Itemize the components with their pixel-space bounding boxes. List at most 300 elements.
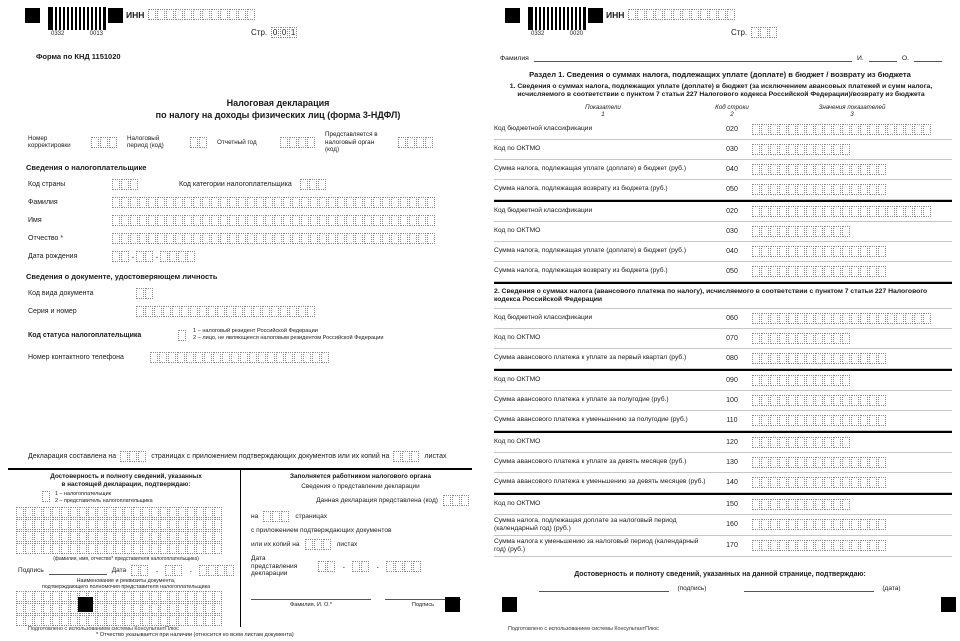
cell (112, 197, 120, 208)
cell (779, 437, 787, 448)
cell (833, 124, 841, 135)
row-value-cells[interactable] (752, 415, 887, 426)
cell (806, 144, 814, 155)
cell (247, 9, 255, 20)
cell (244, 306, 252, 317)
row-value-cells[interactable] (752, 437, 851, 448)
cell (851, 457, 859, 468)
cell (788, 313, 796, 324)
cell (16, 507, 24, 518)
cell (779, 333, 787, 344)
cell (878, 164, 886, 175)
cell (869, 124, 877, 135)
cell (346, 197, 354, 208)
cell (411, 451, 419, 462)
cell (310, 197, 318, 208)
cell (407, 137, 415, 148)
row-value-cells[interactable] (752, 164, 887, 175)
cell (878, 184, 886, 195)
cell (184, 233, 192, 244)
cell (842, 499, 850, 510)
cell (824, 246, 832, 257)
cell (815, 353, 823, 364)
cell (145, 288, 153, 299)
patronymic-footnote: * Отчество указывается при наличии (относится ко всем листам документа) (96, 631, 294, 638)
cell (160, 531, 168, 542)
surname-line[interactable] (534, 52, 852, 62)
cell (905, 313, 913, 324)
cell (709, 9, 717, 20)
cell (274, 215, 282, 226)
cell (121, 233, 129, 244)
taxpayer-status-notes (193, 328, 383, 343)
cell (25, 615, 33, 626)
row-value-cells[interactable] (752, 499, 851, 510)
cell (878, 266, 886, 277)
inn-cells[interactable] (148, 9, 256, 20)
date-separator: . (189, 566, 192, 574)
cell (142, 543, 150, 554)
table-row (494, 140, 952, 160)
page-signature-caption: (подпись) (677, 584, 707, 592)
authority-document-grid[interactable] (16, 591, 236, 627)
inspector-sheets-cells[interactable] (305, 539, 332, 550)
cell (824, 415, 832, 426)
cell (878, 124, 886, 135)
cell (25, 543, 33, 554)
page-number-label: Стр. (251, 28, 268, 37)
cell (292, 215, 300, 226)
cell (235, 306, 243, 317)
confirm-title-line1: Достоверность и полноту сведений, указанных (50, 472, 202, 480)
cell (760, 27, 768, 38)
cell (770, 499, 778, 510)
cell (160, 543, 168, 554)
cell (166, 215, 174, 226)
cell (88, 507, 96, 518)
cell (319, 233, 327, 244)
cell (34, 603, 42, 614)
cell (761, 519, 769, 530)
cell (806, 353, 814, 364)
cell (106, 543, 114, 554)
cell (214, 543, 222, 554)
cell (276, 352, 284, 363)
cell (770, 206, 778, 217)
cell (196, 531, 204, 542)
birthdate-day-cells[interactable] (112, 251, 130, 262)
cell (166, 197, 174, 208)
inspector-fio-block (251, 590, 371, 608)
cell (824, 499, 832, 510)
cell (139, 197, 147, 208)
cell (761, 124, 769, 135)
tax-period-cells[interactable] (190, 137, 208, 148)
signature-line[interactable] (49, 565, 107, 575)
row-value-cells[interactable] (752, 519, 887, 530)
cell (851, 124, 859, 135)
cell (178, 615, 186, 626)
firstname-cells[interactable] (112, 215, 436, 226)
table-row (494, 242, 952, 262)
cell (770, 184, 778, 195)
taxpayer-category-cells[interactable] (300, 179, 327, 190)
cell (673, 9, 681, 20)
cell (247, 233, 255, 244)
cell (211, 233, 219, 244)
table-row (494, 473, 952, 493)
initial-i-line[interactable] (869, 52, 897, 62)
row-value-cells[interactable] (752, 375, 851, 386)
inn-cells[interactable] (628, 9, 736, 20)
cell (364, 197, 372, 208)
cell (124, 603, 132, 614)
cell (229, 233, 237, 244)
cell (788, 519, 796, 530)
row-code: 020 (726, 125, 738, 133)
surname-label: Фамилия (500, 55, 529, 62)
cell (307, 306, 315, 317)
cell (770, 395, 778, 406)
cell (752, 124, 760, 135)
cell (43, 615, 51, 626)
row-value-cells[interactable] (752, 124, 932, 135)
cell (151, 603, 159, 614)
submission-date-month-cells[interactable] (352, 561, 370, 572)
cell (770, 375, 778, 386)
cell (97, 615, 105, 626)
cell (718, 9, 726, 20)
cell (106, 591, 114, 602)
cell (779, 499, 787, 510)
cell (220, 215, 228, 226)
cell (124, 591, 132, 602)
cell (88, 519, 96, 530)
cell (797, 415, 805, 426)
cell (628, 9, 636, 20)
row-value-cells[interactable] (752, 313, 932, 324)
cell (202, 215, 210, 226)
cell (409, 215, 417, 226)
correction-number-cells[interactable] (91, 137, 118, 148)
cell (779, 353, 787, 364)
attachments-label: с приложением подтверждающих документов (251, 526, 392, 534)
cell (752, 519, 760, 530)
cell (133, 507, 141, 518)
registration-mark (445, 597, 460, 612)
cell (878, 206, 886, 217)
cell (214, 603, 222, 614)
cell (797, 124, 805, 135)
cell (43, 591, 51, 602)
cell (337, 197, 345, 208)
cell (318, 561, 326, 572)
cell (247, 215, 255, 226)
submitted-code-cells[interactable] (443, 495, 470, 506)
subsection1-text: 1. Сведения о суммах налога, подлежащих уплате (доплате) в бюджет (за исключением авансовых платежей и сумм налога, исчисляемого в соответствии с пунктом 7 статьи 227 Налогового кодекса Российской Федерации)/возврату из бюджета (509, 83, 933, 99)
sign-date-day-cells[interactable] (131, 565, 149, 576)
row-value-cells[interactable] (752, 540, 887, 551)
cell (815, 437, 823, 448)
cell (896, 124, 904, 135)
representative-fio-grid[interactable] (16, 507, 236, 555)
cell (860, 353, 868, 364)
registration-mark (108, 8, 123, 23)
cell (283, 197, 291, 208)
copies-label: или их копий на (251, 540, 300, 548)
cell (761, 375, 769, 386)
on-label: на (251, 512, 259, 520)
cell (797, 184, 805, 195)
cell (169, 591, 177, 602)
cell (815, 144, 823, 155)
cell (205, 507, 213, 518)
report-year-cells[interactable] (280, 137, 316, 148)
cell (115, 615, 123, 626)
cell (887, 206, 895, 217)
cell (752, 313, 760, 324)
cell (298, 306, 306, 317)
declaration-pages-cells[interactable] (120, 451, 147, 462)
cell (833, 164, 841, 175)
cell (824, 206, 832, 217)
country-code-cells[interactable] (112, 179, 139, 190)
cell (88, 531, 96, 542)
cell (148, 215, 156, 226)
cell (398, 137, 406, 148)
form-title-line1: Налоговая декларация (226, 98, 330, 108)
table-row (494, 349, 952, 369)
cell (806, 375, 814, 386)
cell (281, 511, 289, 522)
cell (280, 306, 288, 317)
signer-legend-2: 2 – представитель налогоплательщика (55, 497, 153, 504)
cell (373, 197, 381, 208)
sign-date-year-cells[interactable] (199, 565, 235, 576)
form-barcode (48, 7, 106, 37)
cell (196, 543, 204, 554)
phone-cells[interactable] (150, 352, 330, 363)
cell (824, 457, 832, 468)
cell (752, 395, 760, 406)
cell (196, 591, 204, 602)
col-linecode-header: Код строки 2 (715, 103, 749, 119)
cell (797, 499, 805, 510)
cell (307, 137, 315, 148)
cell (133, 531, 141, 542)
birthdate-month-cells[interactable] (136, 251, 154, 262)
cell (833, 519, 841, 530)
cell (142, 615, 150, 626)
cell (292, 197, 300, 208)
cell (151, 507, 159, 518)
cell (761, 266, 769, 277)
cell (214, 591, 222, 602)
cell (788, 395, 796, 406)
cell (833, 457, 841, 468)
inspector-fio-line[interactable] (251, 590, 371, 600)
inspector-pages-cells[interactable] (263, 511, 290, 522)
cell (364, 215, 372, 226)
cell (923, 313, 931, 324)
document-code-cells[interactable] (136, 288, 154, 299)
attachment-sheets-cells[interactable] (393, 451, 420, 462)
inspector-subheading: Сведения о представлении декларации (301, 482, 420, 490)
cell (151, 591, 159, 602)
series-number-cells[interactable] (136, 306, 316, 317)
row-value-cells[interactable] (752, 353, 887, 364)
cell (833, 333, 841, 344)
cell (97, 531, 105, 542)
cell (824, 519, 832, 530)
cell (129, 451, 137, 462)
birthdate-label: Дата рождения (28, 253, 78, 261)
cell (824, 540, 832, 551)
row-label: Сумма налога к уменьшению за налоговый период (календарный год) (руб.) (494, 537, 699, 553)
submission-date-day-cells[interactable] (318, 561, 336, 572)
cell (779, 477, 787, 488)
cell (779, 540, 787, 551)
cell (328, 215, 336, 226)
cell (16, 603, 24, 614)
cell (142, 519, 150, 530)
cell (175, 197, 183, 208)
cell (25, 531, 33, 542)
cell (391, 197, 399, 208)
cell (842, 457, 850, 468)
cell (806, 477, 814, 488)
barcode-digits-left: 0332 (51, 31, 65, 37)
date-separator: . (376, 562, 379, 570)
cell (309, 179, 317, 190)
taxpayer-status-cells[interactable] (178, 330, 187, 341)
cell (869, 266, 877, 277)
sign-date-month-cells[interactable] (165, 565, 183, 576)
row-label: Сумма авансового платежа к уменьшению за полугодие (руб.) (494, 416, 688, 424)
cell (815, 540, 823, 551)
cell (211, 9, 219, 20)
cell (202, 233, 210, 244)
row-value-cells[interactable] (752, 266, 887, 277)
initial-o-line[interactable] (914, 52, 942, 62)
cell (878, 540, 886, 551)
row-value-cells[interactable] (752, 144, 851, 155)
cell (878, 353, 886, 364)
cell (283, 215, 291, 226)
cell (169, 615, 177, 626)
tax-authority-cells[interactable] (398, 137, 434, 148)
cell (265, 215, 273, 226)
cell (761, 184, 769, 195)
row-value-cells[interactable] (752, 457, 887, 468)
cell (214, 519, 222, 530)
cell (97, 543, 105, 554)
cell (97, 591, 105, 602)
cell (806, 124, 814, 135)
cell (274, 197, 282, 208)
date-separator: . (156, 566, 158, 574)
cell (833, 353, 841, 364)
row-value-cells[interactable] (752, 184, 887, 195)
cell (860, 395, 868, 406)
cell (878, 415, 886, 426)
row-code: 150 (726, 500, 738, 508)
cell (115, 603, 123, 614)
row-value-cells[interactable] (752, 477, 887, 488)
table-header-row (494, 104, 952, 119)
document-code-label: Код вида документа (28, 290, 94, 298)
birthdate-year-cells[interactable] (160, 251, 196, 262)
cell (214, 615, 222, 626)
cell (806, 164, 814, 175)
row-value-cells[interactable] (752, 206, 932, 217)
page-signature-line[interactable] (539, 582, 669, 592)
cell (806, 226, 814, 237)
cell (285, 352, 293, 363)
cell (833, 226, 841, 237)
cell (115, 591, 123, 602)
cell (133, 591, 141, 602)
cell (682, 9, 690, 20)
page-number-cells[interactable] (271, 27, 298, 38)
row-value-cells[interactable] (752, 246, 887, 257)
signer-type-cells[interactable] (42, 491, 51, 502)
taxpayer-section-heading: Сведения о налогоплательщике (26, 163, 147, 173)
page-date-line[interactable] (744, 582, 874, 592)
cell (61, 531, 69, 542)
cell (770, 164, 778, 175)
page2-header (488, 0, 952, 48)
cell (145, 251, 153, 262)
row-label: Сумма налога, подлежащая уплате (доплате) в бюджет (руб.) (494, 165, 687, 173)
cell (400, 197, 408, 208)
cell (120, 451, 128, 462)
cell (229, 197, 237, 208)
cell (238, 197, 246, 208)
cell (121, 179, 129, 190)
cell (788, 124, 796, 135)
cell (115, 543, 123, 554)
submission-date-year-cells[interactable] (386, 561, 422, 572)
cell (779, 313, 787, 324)
page-number-cells[interactable] (751, 27, 778, 38)
cell (770, 540, 778, 551)
cell (761, 313, 769, 324)
cell (52, 591, 60, 602)
initial-i-label: И. (857, 55, 864, 62)
cell (166, 9, 174, 20)
cell (815, 477, 823, 488)
row-value-cells[interactable] (752, 395, 887, 406)
cell (310, 233, 318, 244)
cell (160, 519, 168, 530)
surname-cells[interactable] (112, 197, 436, 208)
cell (151, 543, 159, 554)
patronymic-label: Отчество * (28, 235, 64, 243)
table-row (494, 391, 952, 411)
patronymic-cells[interactable] (112, 233, 436, 244)
page-date-caption: (дата) (882, 584, 901, 592)
cell (361, 561, 369, 572)
row-label: Сумма авансового платежа к уплате за полугодие (руб.) (494, 396, 669, 404)
row-value-cells[interactable] (752, 333, 851, 344)
table-row (494, 120, 952, 140)
cell (727, 9, 735, 20)
row-value-cells[interactable] (752, 226, 851, 237)
cell (788, 353, 796, 364)
row-code: 110 (726, 416, 738, 424)
cell (797, 333, 805, 344)
